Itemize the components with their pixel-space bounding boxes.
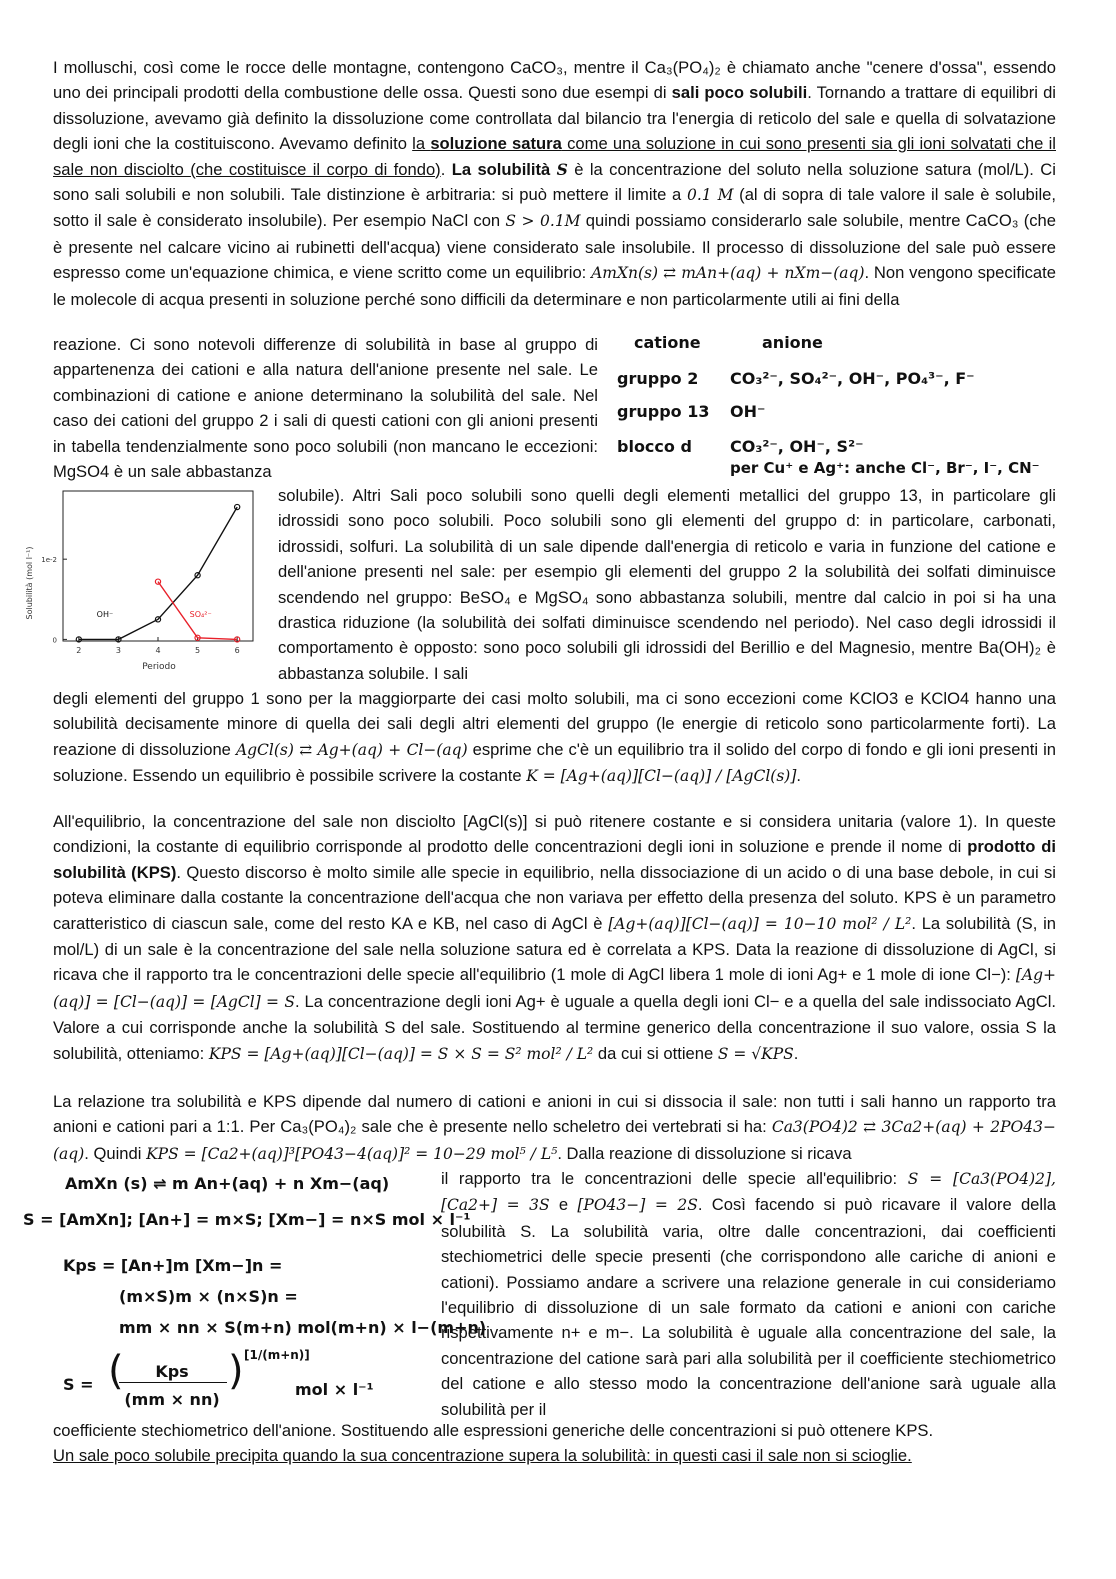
- text-run: . Tornando a trattare di equilibri di dissoluzione, avevamo già definito la dissoluzione come controllata dal bilancio tra l'energia di reticolo del sale e quella di solvatazione degli ioni che la costituiscono. Avevamo definito: [53, 83, 1056, 154]
- bold-term: soluzione satura: [430, 134, 562, 154]
- formula-line: S = [AmXn]; [An+] = m×S; [Xm−] = n×S mol × l⁻¹: [23, 1210, 471, 1229]
- text-run: il rapporto tra le concentrazioni delle specie all'equilibrio:: [441, 1169, 908, 1188]
- paragraph-conclusion: [53, 1418, 1056, 1469]
- bold-term: sali poco solubili: [671, 83, 808, 103]
- math-equation: Ca3(PO4)2 ⇄ 3Ca2+(aq) + 2PO43−(aq): [53, 1118, 1056, 1163]
- math-equation: K = [Ag+(aq)][Cl−(aq)] / [AgCl(s)]: [526, 767, 797, 786]
- formula-s-eq: S =: [63, 1375, 94, 1394]
- text-run: degli elementi del gruppo 1 sono per la maggiorparte dei casi molto solubili, ma ci sono eccezioni come KClO3 e KClO4 hanno una solubilità decisamente minore di quella dei sali degli altri elementi del gruppo (le energie di reticolo sono particolarmente forti). La reazione di dissoluzione: [53, 689, 1056, 759]
- paragraph-kps: [53, 809, 1056, 1067]
- math-expression: S > 0.1M: [505, 212, 581, 231]
- y-tick-label: 0: [52, 636, 57, 645]
- table-cell-anions: OH⁻: [730, 402, 766, 421]
- frac-bar: [119, 1382, 227, 1383]
- ion-table: [612, 333, 1062, 483]
- text-run: come una soluzione in cui sono presenti sia gli ioni solvatati che il sale non disciolto (che costituisce il corpo di fondo): [53, 134, 1056, 179]
- x-tick-label: 6: [234, 646, 240, 655]
- x-tick-label: 2: [76, 646, 82, 655]
- series-label: SO₄²⁻: [189, 609, 212, 619]
- table-header-cation: catione: [634, 333, 701, 352]
- math-equation: S = [Ca3(PO4)2], [Ca2+] = 3S: [441, 1170, 1056, 1215]
- formula-units: mol × l⁻¹: [295, 1380, 374, 1399]
- frac-numerator: Kps: [155, 1362, 189, 1381]
- math-equation: [Ag+(aq)] = [Cl−(aq)] = [AgCl] = S: [53, 966, 1056, 1011]
- text-run: esprime che c'è un equilibrio tra il solido del corpo di fondo e gli ioni presenti in soluzione. Essendo un equilibrio è possibile scrivere la costante: [53, 739, 1056, 786]
- paren-open: (: [108, 1348, 124, 1394]
- formula-line: (m×S)m × (n×S)n =: [119, 1287, 298, 1306]
- plot-area: [41, 491, 253, 655]
- text-run: . Non vengono specificate le molecole di acqua presenti in soluzione perché sono difficili da determinare e non particolarmente utili ai fini della: [53, 263, 1057, 309]
- text-run: da cui si ottiene: [593, 1043, 718, 1063]
- paragraph-ca3po42: [53, 1089, 1056, 1167]
- text-run: .: [796, 766, 802, 786]
- x-tick-label: 5: [195, 646, 201, 655]
- math-equation: AmXn(s) ⇄ mAn+(aq) + nXm−(aq): [591, 264, 865, 283]
- bold-term: prodotto di solubilità (KPS): [53, 837, 1057, 882]
- table-cell-cation: blocco d: [617, 437, 692, 456]
- general-formula-block: [23, 1168, 487, 1428]
- text-run: . Dalla reazione di dissoluzione si ricava: [557, 1143, 852, 1163]
- x-axis-label: Periodo: [142, 662, 176, 672]
- table-cell-cation: gruppo 13: [617, 402, 710, 421]
- paragraph-agcl: [53, 686, 1056, 790]
- text-run: coefficiente stechiometrico dell'anione. Sostituendo alle espressioni generiche delle concentrazioni si può ottenere KPS.: [53, 1421, 934, 1440]
- math-symbol: S: [556, 159, 568, 179]
- text-run: All'equilibrio, la concentrazione del sale non disciolto [AgCl(s)] si può ritenere costante e si considera unitaria (valore 1). In queste condizioni, la costante di equilibrio corrisponde al prodotto delle concentrazioni degli ioni in soluzione e prende il nome di: [53, 812, 1056, 857]
- table-cell-anions: CO₃²⁻, SO₄²⁻, OH⁻, PO₄³⁻, F⁻: [730, 369, 975, 388]
- formula-line: AmXn (s) ⇌ m An+(aq) + n Xm−(aq): [65, 1174, 390, 1193]
- math-expression: 0.1 M: [686, 186, 734, 205]
- bold-term: La solubilità: [451, 159, 551, 179]
- x-tick-label: 3: [115, 646, 121, 655]
- math-equation: KPS = [Ag+(aq)][Cl−(aq)] = S × S = S² mol² / L²: [208, 1044, 594, 1063]
- y-tick-label: 1e-2: [41, 556, 57, 565]
- text-run: La relazione tra solubilità e KPS dipende dal numero di cationi e anioni in cui si dissocia il sale: non tutti i sali hanno un rapporto tra anioni e cationi pari a 1:1. Per Ca₃(PO₄)₂ sale che è presente nello scheletro dei vertebrati si ha:: [53, 1092, 1056, 1137]
- series-label: OH⁻: [96, 609, 114, 619]
- solubility-chart: [23, 483, 268, 675]
- text-run: quindi possiamo considerarlo sale solubile, mentre CaCO₃ (che è presente nel calcare vicino ai rubinetti dell'acqua) viene considerato sale insolubile. Il processo di dissoluzione del sale può essere espresso come un'equazione chimica, e viene scritto come un equilibrio:: [53, 211, 1056, 283]
- text-run: .: [793, 1043, 799, 1063]
- text-run: . La concentrazione degli ioni Ag+ è uguale a quella degli ioni Cl− e a quella del sale indissociato AgCl. Valore a cui corrisponde anche la solubilità S del sale. Sostituendo al termine generico della concentrazione il suo valore, ossia S la solubilità, otteniamo:: [53, 991, 1056, 1063]
- formula-line: Kps = [An+]m [Xm−]n =: [63, 1256, 283, 1275]
- math-equation: [PO43−] = 2S: [577, 1196, 698, 1215]
- text-run: la: [412, 134, 431, 154]
- math-equation: KPS = [Ca2+(aq)]³[PO43−4(aq)]² = 10−29 mol⁵ / L⁵: [146, 1144, 558, 1163]
- x-tick-label: 4: [155, 646, 161, 655]
- series-line: [79, 507, 237, 639]
- text-run: . Quindi: [84, 1143, 147, 1163]
- text-run: . Così facendo si può ricavare il valore della solubilità S. La solubilità varia, oltre dalle concentrazioni, dai coefficienti stechiometrici delle specie presenti (che corrispondono alle cariche di anioni e cationi). Possiamo andare a scrivere una relazione generale in cui consideriamo l'equilibrio di dissoluzione di un sale formato da cationi e anioni con cariche rispettivamente n+ e m−. La solubilità è uguale alla concentrazione del sale, la concentrazione del catione sarà pari alla solubilità per il coefficiente stechiometrico del catione e allo stesso modo la concentrazione dell'anione sarà uguale alla solubilità per il: [441, 1195, 1056, 1419]
- text-run: .: [440, 159, 452, 179]
- paragraph-general: [441, 1166, 1056, 1422]
- table-note: per Cu⁺ e Ag⁺: anche Cl⁻, Br⁻, I⁻, CN⁻: [730, 459, 1040, 477]
- frac-denominator: (mm × nn): [124, 1390, 220, 1409]
- formula-exponent: [1/(m+n)]: [244, 1348, 310, 1362]
- paragraph-intro: [53, 55, 1056, 312]
- paren-close: ): [228, 1348, 244, 1394]
- math-equation: AgCl(s) ⇄ Ag+(aq) + Cl−(aq): [235, 740, 468, 759]
- text-run: e: [549, 1195, 578, 1215]
- table-header-anion: anione: [762, 333, 823, 352]
- paragraph-groups: solubile). Altri Sali poco solubili sono quelli degli elementi metallici del gruppo 13, in particolare gli idrossidi sono poco solubili. Poco solubili sono gli elementi del gruppo d: in particolare, carbonati, idrossidi, solfuri. La solubilità di un sale dipende dall'energia di reticolo e varia in funzione del catione e dell'anione presenti nel sale: per esempio gli elementi del gruppo 2 la solubilità dei solfati diminuisce scendendo nel gruppo: BeSO₄ e MgSO₄ sono abbastanza solubili, mentre dal calcio in poi si ha una drastica riduzione (la solubilità dei solfati diminuisce scendendo nel periodo). Nel caso degli idrossidi il comportamento è opposto: sono poco solubili gli idrossidi del Berillio e del Magnesio, mentre Ba(OH)₂ è abbastanza solubile. I sali: [278, 486, 1056, 683]
- underlined-conclusion: Un sale poco solubile precipita quando la sua concentrazione supera la solubilità: in questi casi il sale non si scioglie.: [53, 1446, 912, 1466]
- text-run: . La solubilità (S, in mol/L) di un sale è la concentrazione del sale nella soluzione satura ed è correlata a KPS. Data la reazione di dissoluzione di AgCl, si ricava che il rapporto tra le concentrazioni delle specie all'equilibrio (1 mole di AgCl libera 1 mole di ioni Ag+ e 1 mole di ione Cl−):: [53, 913, 1056, 985]
- text-run: è la concentrazione del soluto nella soluzione satura (mol/L). Ci sono sali solubili e non solubili. Tale distinzione è arbitraria: si può mettere il limite a: [53, 159, 1056, 205]
- text-run: I molluschi, così come le rocce delle montagne, contengono CaCO₃, mentre il Ca₃(PO₄)₂ è chiamato anche "cenere d'ossa", essendo uno dei principali prodotti della combustione delle ossa. Questi sono due esempi di: [53, 58, 1056, 103]
- math-equation: [Ag+(aq)][Cl−(aq)] = 10−10 mol² / L²: [608, 914, 912, 933]
- formula-line: mm × nn × S(m+n) mol(m+n) × l−(m+n): [119, 1318, 487, 1337]
- table-cell-anions: CO₃²⁻, OH⁻, S²⁻: [730, 437, 864, 456]
- math-equation: S = √KPS: [717, 1044, 794, 1063]
- table-cell-cation: gruppo 2: [617, 369, 699, 388]
- text-run: . Questo discorso è molto simile alle specie in equilibrio, nella dissociazione di un acido o di una base debole, in cui si poteva eliminare dalla costante la concentrazione dell'acqua che non variava per effetto della presenza del soluto. KPS è un parametro caratteristico di ciascun sale, come del resto KA e KB, nel caso di AgCl è: [53, 862, 1056, 933]
- y-axis-label: Solubilità (mol l⁻¹): [25, 546, 34, 620]
- text-run: (al di sopra di tale valore il sale è solubile, sotto il sale è considerato insolubile). Per esempio NaCl con: [53, 185, 1056, 231]
- paragraph-cations: reazione. Ci sono notevoli differenze di solubilità in base al gruppo di appartenenza dei cationi e alla natura dell'anione presente nel sale. Le combinazioni di catione e anione determinano la solubilità del sale. Nel caso dei cationi del gruppo 2 i sali di questi cationi con gli anioni presenti in tabella tendenzialmente sono poco solubili (non mancano le eccezioni: MgSO4 è un sale abbastanza: [53, 335, 598, 482]
